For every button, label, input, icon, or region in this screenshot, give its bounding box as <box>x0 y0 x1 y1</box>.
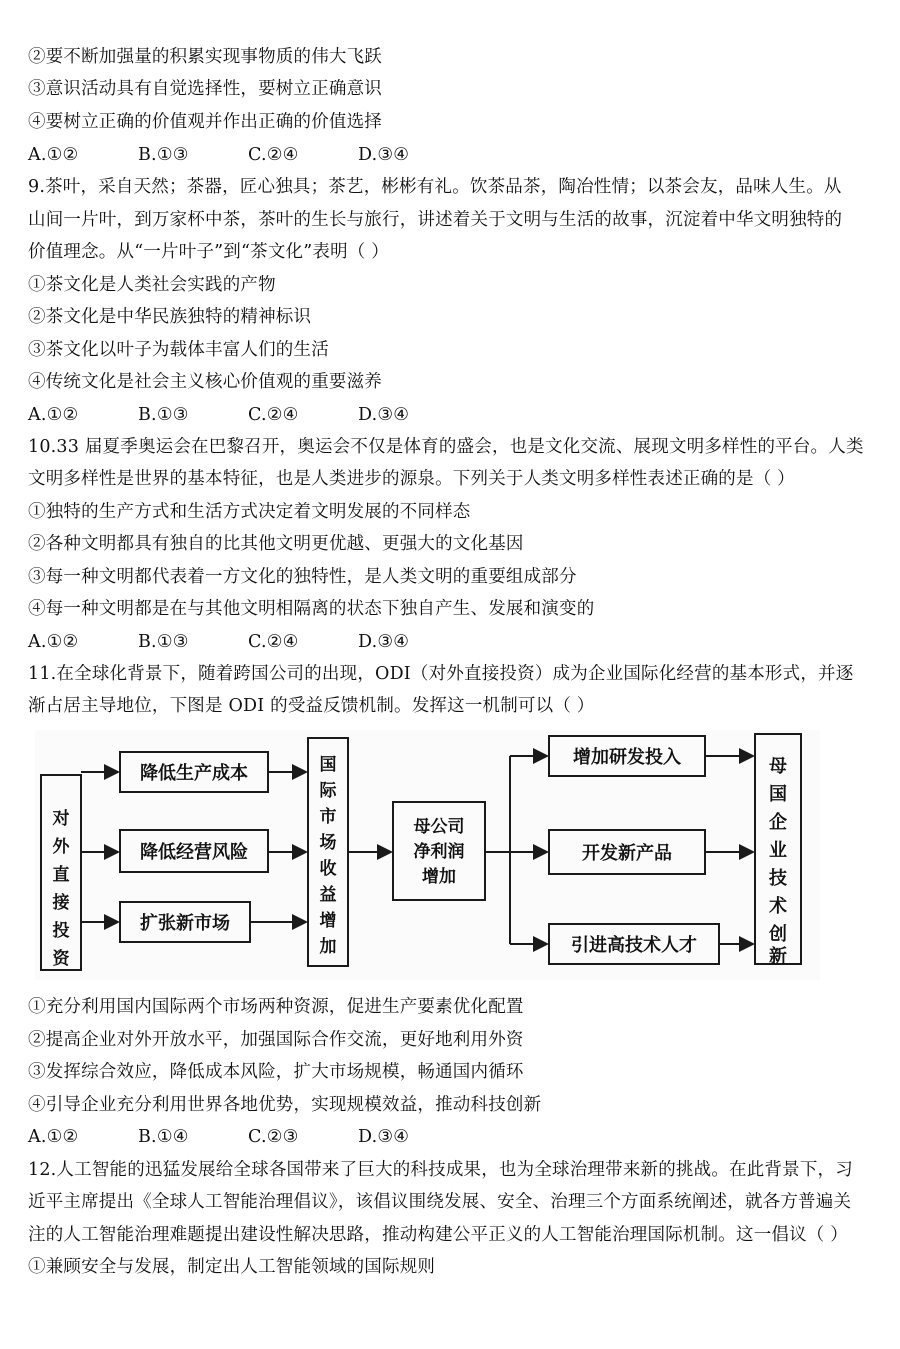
use-label-1: 增加研发投入 <box>573 747 681 768</box>
source-char: 外 <box>52 837 70 857</box>
q8-options <box>28 143 878 167</box>
result-char: 新 <box>769 946 787 967</box>
q11-option-a[interactable]: A.①② <box>28 1127 79 1147</box>
q11-item-4: ④引导企业充分利用世界各地优势，实现规模效益，推动科技创新 <box>28 1095 542 1115</box>
q10-option-c[interactable]: C.②④ <box>248 632 299 652</box>
effect-label-3: 扩张新市场 <box>140 913 230 934</box>
q10-stem-line-2: 文明多样性是世界的基本特征，也是人类进步的源泉。下列关于人类文明多样性表述正确的是（ ） <box>28 469 795 489</box>
effect-label-2: 降低经营风险 <box>140 842 248 863</box>
parent-line-3: 增加 <box>422 867 456 887</box>
q9-stem-line-3: 价值理念。从“一片叶子”到“茶文化”表明（ ） <box>28 242 389 262</box>
q11-option-b[interactable]: B.①④ <box>138 1127 189 1147</box>
q9-option-c[interactable]: C.②④ <box>248 405 299 425</box>
q10-option-d[interactable]: D.③④ <box>358 632 410 652</box>
q9-stem-line-2: 山间一片叶，到万家杯中茶，茶叶的生长与旅行，讲述着关于文明与生活的故事，沉淀着中华文明独特的 <box>28 210 843 230</box>
q10-item-2: ②各种文明都具有独自的比其他文明更优越、更强大的文化基因 <box>28 534 524 554</box>
market-char: 益 <box>319 885 337 905</box>
q9-item-2: ②茶文化是中华民族独特的精神标识 <box>28 307 312 327</box>
q9-options <box>28 403 878 427</box>
q9-option-b[interactable]: B.①③ <box>138 405 189 425</box>
q11-stem-line-2: 渐占居主导地位，下图是 ODI 的受益反馈机制。发挥这一机制可以（ ） <box>28 696 595 716</box>
q9-stem-line-1: 9.茶叶，采自天然；茶器，匠心独具；茶艺，彬彬有礼。饮茶品茶，陶冶性情；以茶会友，品味人生。从 <box>28 177 842 197</box>
q10-item-3: ③每一种文明都代表着一方文化的独特性，是人类文明的重要组成部分 <box>28 567 577 587</box>
source-char: 直 <box>52 865 70 885</box>
q10-stem-line-1: 10.33 届夏季奥运会在巴黎召开，奥运会不仅是体育的盛会，也是文化交流、展现文明多样性的平台。人类 <box>28 437 864 457</box>
source-char: 接 <box>52 893 70 913</box>
q9-item-3: ③茶文化以叶子为载体丰富人们的生活 <box>28 340 329 360</box>
odi-feedback-diagram <box>35 730 820 980</box>
q10-item-4: ④每一种文明都是在与其他文明相隔离的状态下独自产生、发展和演变的 <box>28 599 595 619</box>
q9-item-4: ④传统文化是社会主义核心价值观的重要滋养 <box>28 372 382 392</box>
parent-line-2: 净利润 <box>413 842 465 862</box>
q8-option-d[interactable]: D.③④ <box>358 145 410 165</box>
q10-options <box>28 630 878 654</box>
q11-item-1: ①充分利用国内国际两个市场两种资源，促进生产要素优化配置 <box>28 997 524 1017</box>
q9-option-a[interactable]: A.①② <box>28 405 79 425</box>
market-char: 加 <box>319 937 337 957</box>
q8-item-3: ③意识活动具有自觉选择性，要树立正确意识 <box>28 79 382 99</box>
result-char: 业 <box>769 840 787 861</box>
q12-stem-line-1: 12.人工智能的迅猛发展给全球各国带来了巨大的科技成果，也为全球治理带来新的挑战。在此背景下，习 <box>28 1160 853 1180</box>
q11-item-2: ②提高企业对外开放水平，加强国际合作交流，更好地利用外资 <box>28 1030 524 1050</box>
q11-stem-line-1: 11.在全球化背景下，随着跨国公司的出现，ODI（对外直接投资）成为企业国际化经营的基本形式，并逐 <box>28 664 854 684</box>
q10-item-1: ①独特的生产方式和生活方式决定着文明发展的不同样态 <box>28 502 471 522</box>
effect-label-1: 降低生产成本 <box>140 763 248 784</box>
parent-line-1: 母公司 <box>413 817 465 837</box>
market-char: 场 <box>319 833 337 853</box>
market-char: 增 <box>319 911 337 931</box>
diagram-svg <box>35 730 820 980</box>
q12-stem-line-2: 近平主席提出《全球人工智能治理倡议》，该倡议围绕发展、安全、治理三个方面系统阐述，就各方普遍关 <box>28 1192 852 1212</box>
source-char: 资 <box>52 949 70 969</box>
q8-option-c[interactable]: C.②④ <box>248 145 299 165</box>
q8-option-b[interactable]: B.①③ <box>138 145 189 165</box>
q11-option-d[interactable]: D.③④ <box>358 1127 410 1147</box>
q12-stem-line-3: 注的人工智能治理难题提出建设性解决思路，推动构建公平正义的人工智能治理国际机制。这一倡议（ ） <box>28 1225 848 1245</box>
source-char: 投 <box>52 921 70 941</box>
market-char: 收 <box>319 859 337 879</box>
q9-option-d[interactable]: D.③④ <box>358 405 410 425</box>
q12-item-1: ①兼顾安全与发展，制定出人工智能领域的国际规则 <box>28 1257 436 1277</box>
use-label-2: 开发新产品 <box>582 843 672 864</box>
result-char: 创 <box>769 924 787 945</box>
q8-item-4: ④要树立正确的价值观并作出正确的价值选择 <box>28 112 382 132</box>
q11-option-c[interactable]: C.②③ <box>248 1127 299 1147</box>
market-char: 市 <box>319 807 337 827</box>
market-char: 际 <box>319 781 337 801</box>
q10-option-b[interactable]: B.①③ <box>138 632 189 652</box>
q11-item-3: ③发挥综合效应，降低成本风险，扩大市场规模，畅通国内循环 <box>28 1062 524 1082</box>
result-char: 术 <box>769 896 787 917</box>
q11-options <box>28 1125 878 1149</box>
result-char: 企 <box>769 812 787 833</box>
use-label-3: 引进高技术人才 <box>571 935 697 956</box>
q10-option-a[interactable]: A.①② <box>28 632 79 652</box>
result-char: 母 <box>769 756 787 777</box>
result-char: 国 <box>769 784 787 805</box>
q8-item-2: ②要不断加强量的积累实现事物质的伟大飞跃 <box>28 47 382 67</box>
q9-item-1: ①茶文化是人类社会实践的产物 <box>28 275 276 295</box>
market-char: 国 <box>319 755 337 775</box>
result-char: 技 <box>769 868 787 889</box>
q8-option-a[interactable]: A.①② <box>28 145 79 165</box>
source-char: 对 <box>52 809 70 829</box>
